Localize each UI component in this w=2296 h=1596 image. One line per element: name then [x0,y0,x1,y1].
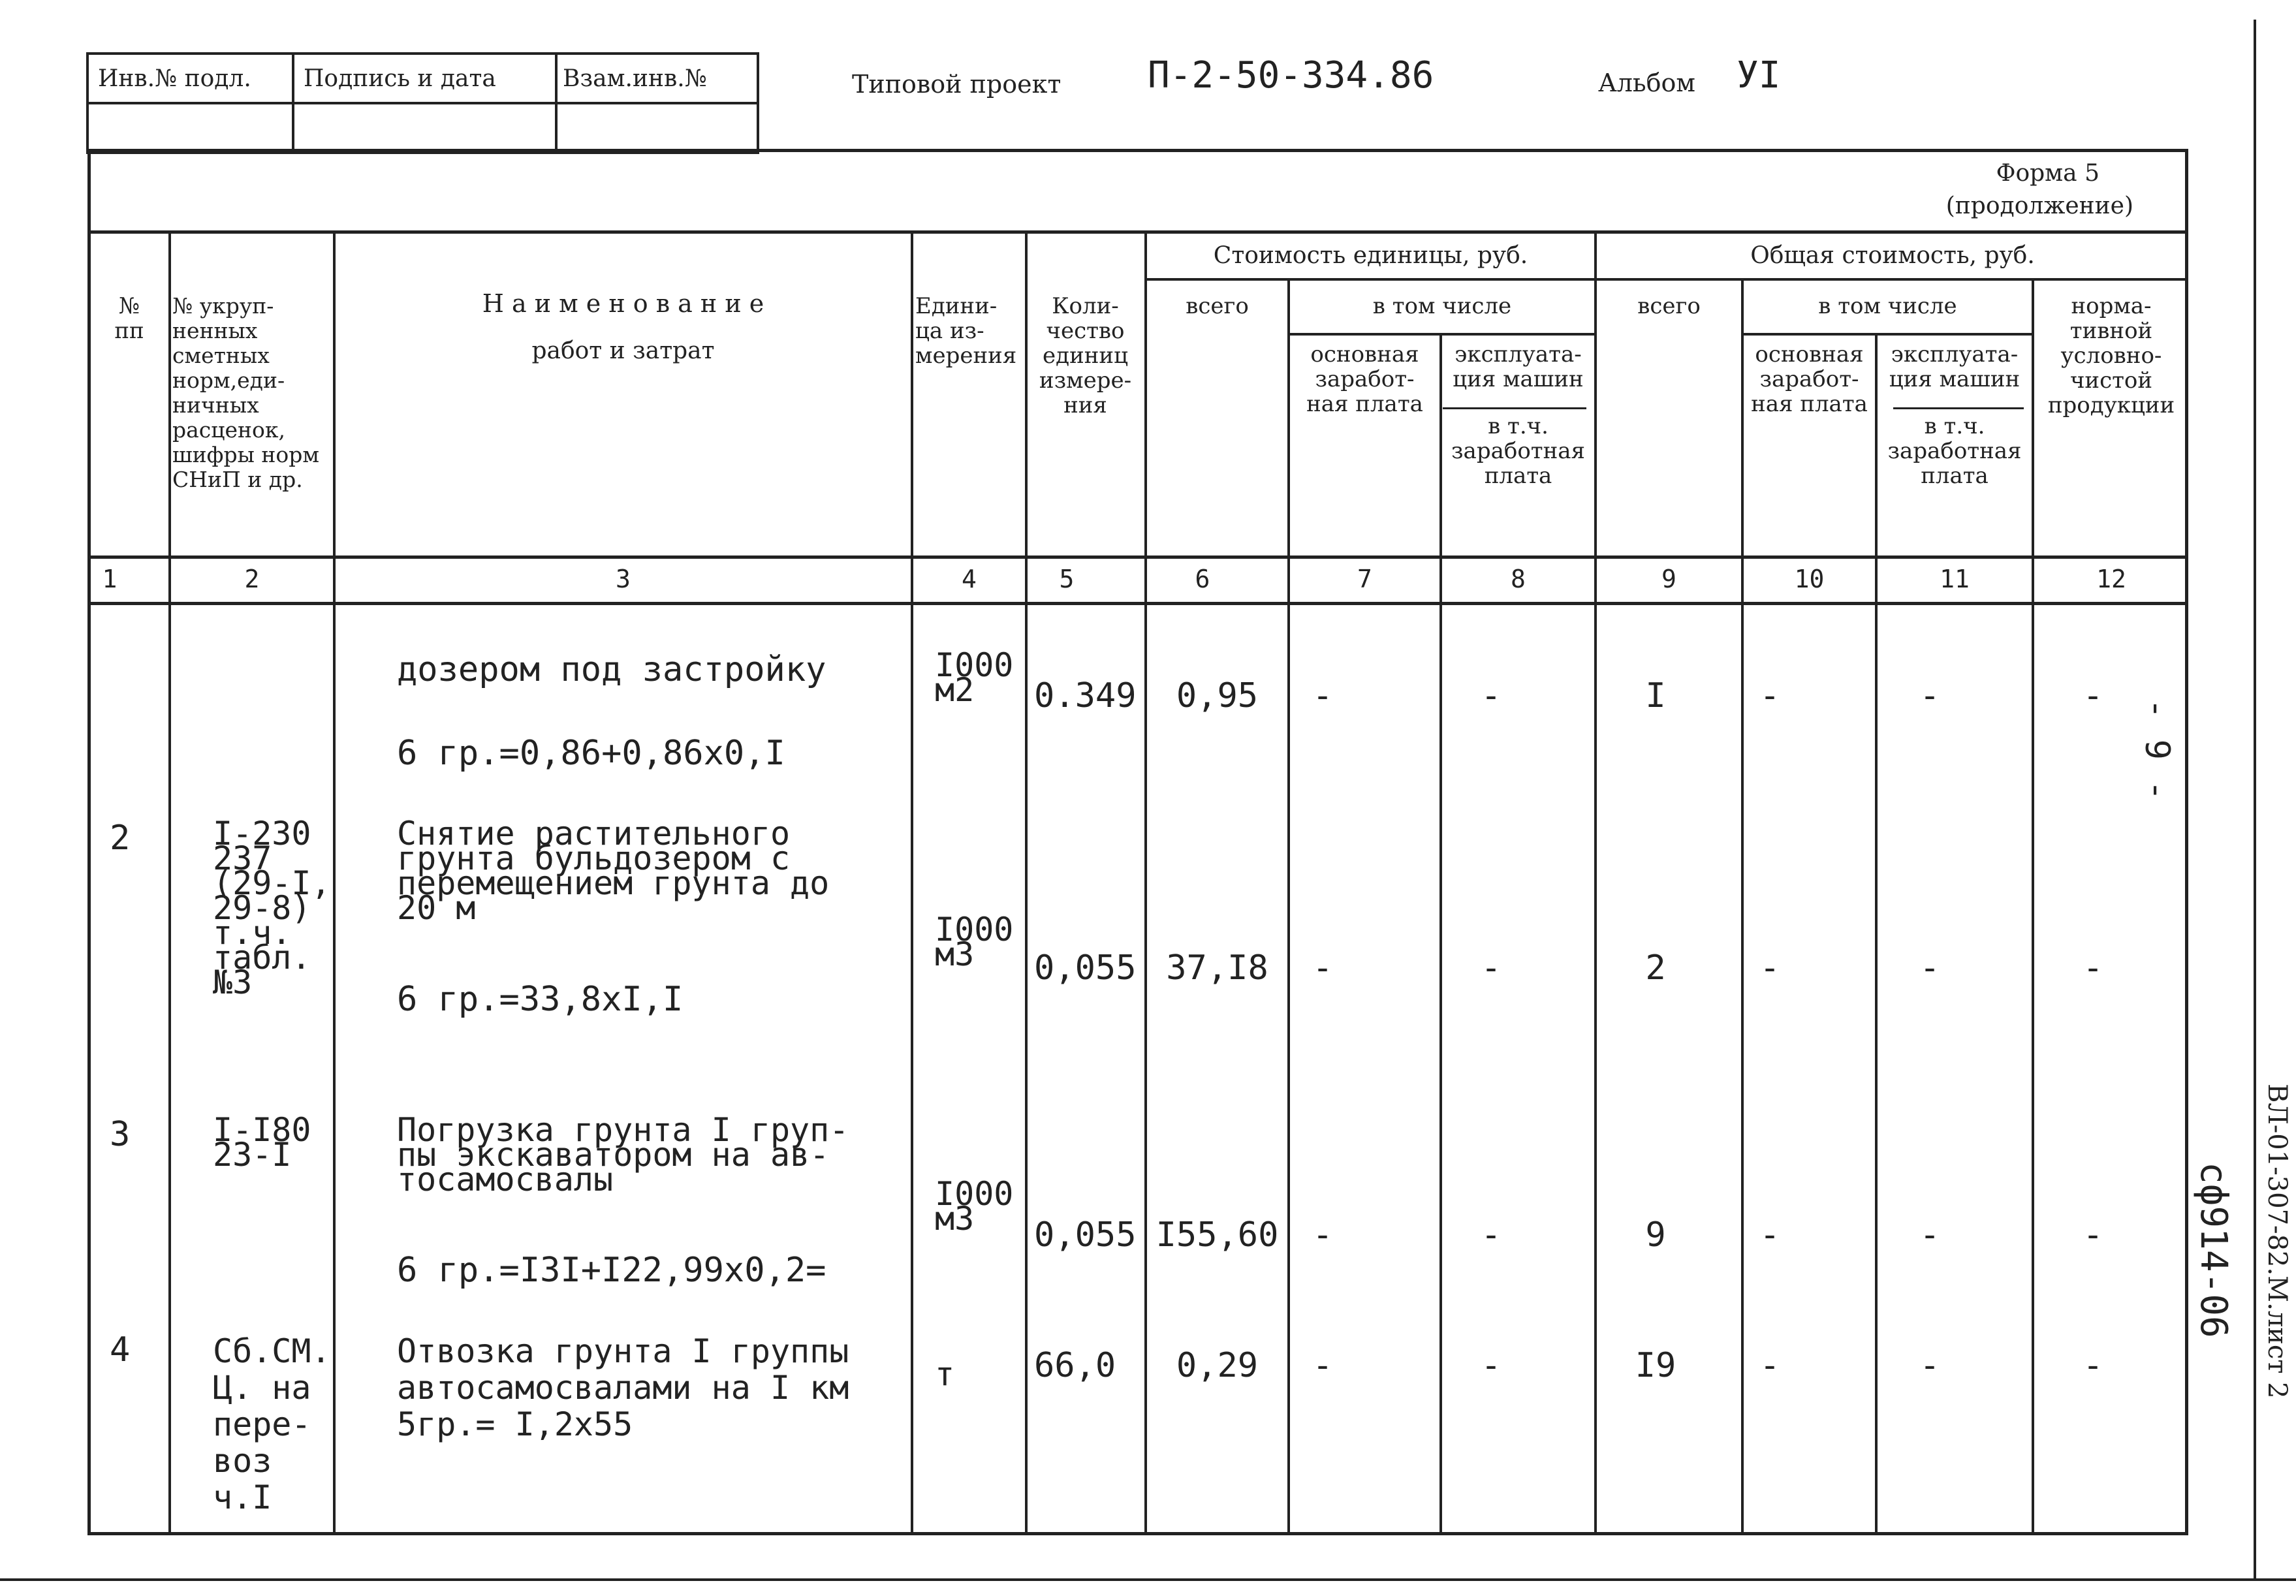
row-total-wage: - [1759,676,1780,715]
col-header-total-machines-wage: в т.ч. заработная плата [1887,413,2022,489]
col-number: 7 [1357,565,1372,593]
col-header-total-wage: основная заработ- ная плата [1751,341,1868,417]
col-number: 1 [102,565,118,593]
row-name: Погрузка грунта I груп- пы экскаватором на ав- тосамосвалы [397,1111,849,1198]
col-number: 3 [616,565,631,593]
row-unit-total: 37,I8 [1166,948,1268,988]
row-unit-total: 0,29 [1176,1346,1259,1385]
row-number: 2 [110,819,131,858]
row-formula: 6 гр.=33,8хI,I [397,980,684,1019]
row-total: 9 [1645,1215,1666,1255]
row-unit-wage: - [1312,1346,1333,1385]
sheet-code: ВЛ-01-307-82.М.лист 2 [2262,1084,2292,1399]
group-total-cost: Общая стоимость, руб. [1750,242,2035,269]
row-total-wage: - [1759,1346,1780,1385]
row-name: Отвозка грунта I группы автосамосвалами на I км 5гр.= I,2х55 [397,1332,849,1443]
col-number: 4 [962,565,977,593]
row-total: 2 [1645,948,1666,988]
forma-continuation: (продолжение) [1945,193,2133,219]
col-header-unit: Едини- ца из- мерения [915,293,1017,369]
row-unit-total: 0,95 [1176,676,1259,715]
tipovoy-proekt-label: Типовой проект [852,70,1062,99]
right-margin-line [2254,20,2256,1580]
row-total: I [1645,676,1666,715]
row-total-machines: - [1919,1346,1940,1385]
col-header-net-output: норма- тивной условно- чистой продукции [2047,293,2175,418]
group-unit-cost: Стоимость единицы, руб. [1213,242,1528,269]
row-unit-machines: - [1481,1215,1502,1255]
row-qty: 0.349 [1034,676,1137,715]
row-qty: 0,055 [1034,1215,1137,1255]
row-net-output: - [2083,1346,2103,1385]
col-header-qty: Коли- чество единиц измере- ния [1039,293,1132,418]
row-norm: Сб.СМ. Ц. на пере- воз ч.I [213,1332,331,1516]
col-header-total-incl: в том числе [1818,293,1957,319]
row-net-output: - [2083,948,2103,988]
row-unit-wage: - [1312,1215,1333,1255]
row-net-output: - [2083,1215,2103,1255]
row-total-machines: - [1919,676,1940,715]
row-unit-wage: - [1312,676,1333,715]
col-number: 9 [1661,565,1676,593]
col-number: 10 [1794,565,1825,593]
col-number: 2 [244,565,260,593]
col-number: 6 [1195,565,1210,593]
col-header-unit-machines: эксплуата- ция машин [1453,341,1584,392]
col-number: 11 [1940,565,1970,593]
row-unit-total: I55,60 [1156,1215,1279,1255]
row-total-wage: - [1759,948,1780,988]
col-number: 5 [1059,565,1075,593]
col-header-unit-machines-wage: в т.ч. заработная плата [1451,413,1585,489]
row-norm: I-I80 23-I [213,1111,311,1174]
stamp-vzam-inv: Взам.инв.№ [556,54,758,103]
row-total-machines: - [1919,1215,1940,1255]
col-header-norm: № укруп- ненных сметных норм,еди- ничных расценок, шифры норм СНиП и др. [172,293,320,492]
stamp-podpis-data: Подпись и дата [293,54,556,103]
row-unit-machines: - [1481,1346,1502,1385]
sf-code: сф914-06 [2192,1162,2235,1338]
row-unit: I000 м3 [935,1175,1014,1238]
album-label: Альбом [1598,69,1695,97]
col-header-unit-wage: основная заработ- ная плата [1306,341,1423,417]
album-number: УI [1737,54,1781,97]
col-header-unit-total: всего [1186,293,1249,319]
col-header-name-sub: работ и затрат [531,337,715,364]
project-code: П-2-50-334.86 [1148,54,1434,97]
row-unit-machines: - [1481,676,1502,715]
row-unit-machines: - [1481,948,1502,988]
row-total-wage: - [1759,1215,1780,1255]
row-qty: 66,0 [1034,1346,1116,1385]
row-number: 4 [110,1330,131,1369]
row-qty: 0,055 [1034,948,1137,988]
row-total: I9 [1635,1346,1676,1385]
row-unit-wage: - [1312,948,1333,988]
row-number: 3 [110,1115,131,1154]
col-header-total-machines: эксплуата- ция машин [1889,341,2021,392]
col-number: 12 [2096,565,2126,593]
row-name: дозером под застройку [397,650,826,689]
row-net-output: - [2083,676,2103,715]
row-formula: 6 гр.=0,86+0,86х0,I [397,734,785,773]
forma-label: Форма 5 [1996,160,2099,187]
approval-stamp [86,52,759,154]
row-total-machines: - [1919,948,1940,988]
row-unit: I000 м3 [935,911,1014,973]
stamp-inv-podl: Инв.№ подл. [87,54,293,103]
row-norm: I-230 237 (29-I, 29-8) т.ч. табл. №3 [213,815,331,1001]
row-name: Снятие растительного грунта бульдозером с перемещением грунта до 20 м [397,815,830,927]
bottom-rule [0,1578,2296,1581]
col-header-unit-incl: в том числе [1372,293,1512,319]
col-header-total: всего [1637,293,1701,319]
row-unit: I000 м2 [935,646,1014,709]
col-header-name: Н а и м е н о в а н и е [482,289,764,318]
col-header-num: № пп [114,293,144,344]
col-number: 8 [1511,565,1526,593]
row-unit: т [935,1355,955,1393]
row-formula: 6 гр.=I3I+I22,99х0,2= [397,1251,826,1290]
page-number: - 9 - [2137,698,2177,801]
